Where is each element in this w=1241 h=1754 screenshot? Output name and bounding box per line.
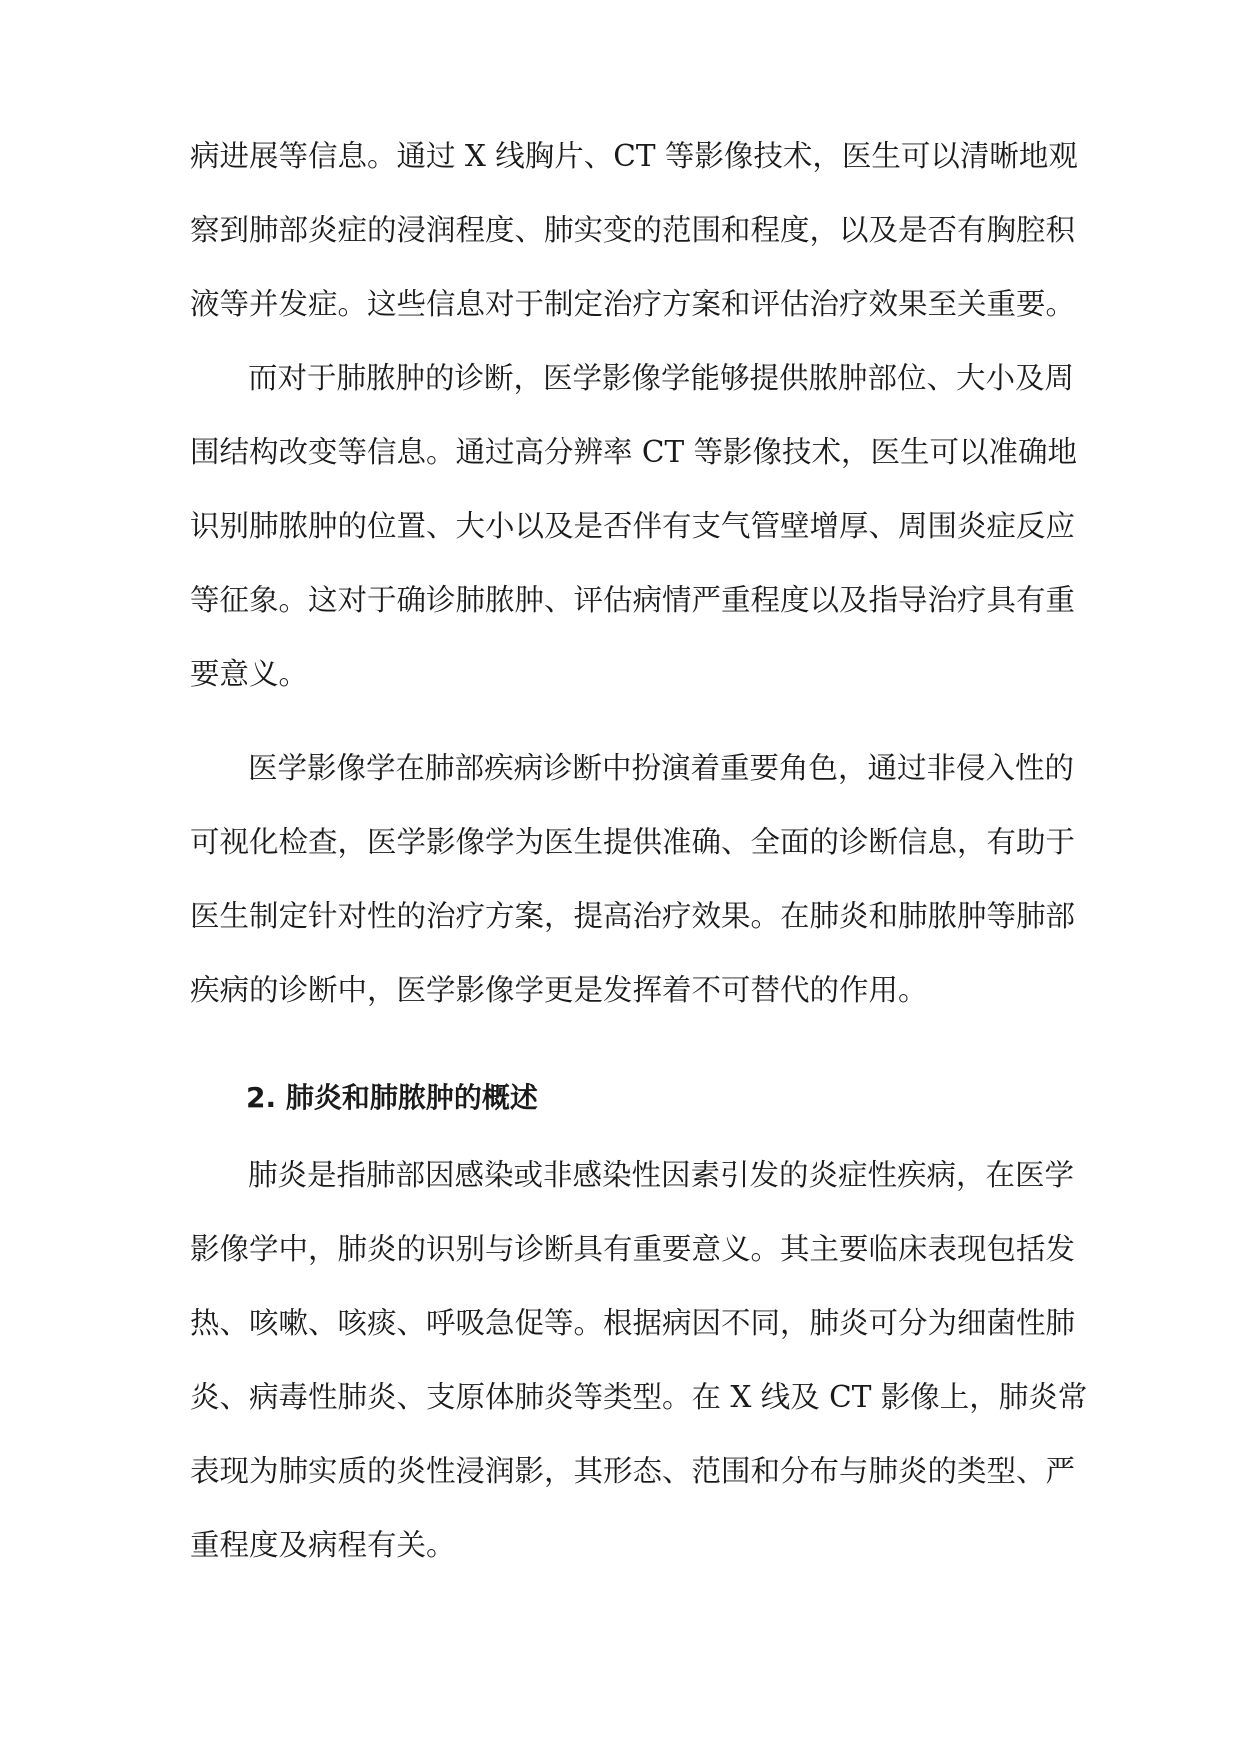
paragraph-2-line-2: 围结构改变等信息。通过高分辨率 CT 等影像技术，医生可以准确地 — [190, 435, 1078, 469]
paragraph-2-line-3: 识别肺脓肿的位置、大小以及是否伴有支气管壁增厚、周围炎症反应 — [190, 509, 1076, 543]
paragraph-2-line-4: 等征象。这对于确诊肺脓肿、评估病情严重程度以及指导治疗具有重 — [190, 583, 1076, 617]
paragraph-4-line-6: 重程度及病程有关。 — [190, 1528, 456, 1562]
paragraph-4-line-4: 炎、病毒性肺炎、支原体肺炎等类型。在 X 线及 CT 影像上，肺炎常 — [190, 1380, 1088, 1414]
paragraph-1-line-3: 液等并发症。这些信息对于制定治疗方案和评估治疗效果至关重要。 — [190, 287, 1076, 321]
paragraph-2-line-1: 而对于肺脓肿的诊断，医学影像学能够提供脓肿部位、大小及周 — [248, 361, 1075, 395]
section-heading: 2. 肺炎和肺脓肿的概述 — [246, 1081, 538, 1114]
paragraph-4-line-5: 表现为肺实质的炎性浸润影，其形态、范围和分布与肺炎的类型、严 — [190, 1454, 1076, 1488]
paragraph-3-line-3: 医生制定针对性的治疗方案，提高治疗效果。在肺炎和肺脓肿等肺部 — [190, 899, 1076, 933]
paragraph-4-line-2: 影像学中，肺炎的识别与诊断具有重要意义。其主要临床表现包括发 — [190, 1232, 1076, 1266]
paragraph-3-line-1: 医学影像学在肺部疾病诊断中扮演着重要角色，通过非侵入性的 — [248, 751, 1075, 785]
paragraph-4-line-3: 热、咳嗽、咳痰、呼吸急促等。根据病因不同，肺炎可分为细菌性肺 — [190, 1306, 1076, 1340]
paragraph-4-line-1: 肺炎是指肺部因感染或非感染性因素引发的炎症性疾病，在医学 — [248, 1158, 1075, 1192]
paragraph-1-line-2: 察到肺部炎症的浸润程度、肺实变的范围和程度，以及是否有胸腔积 — [190, 213, 1076, 247]
paragraph-3-line-4: 疾病的诊断中，医学影像学更是发挥着不可替代的作用。 — [190, 973, 928, 1007]
paragraph-3-line-2: 可视化检查，医学影像学为医生提供准确、全面的诊断信息，有助于 — [190, 825, 1076, 859]
paragraph-2-line-5: 要意义。 — [190, 657, 309, 691]
paragraph-1-line-1: 病进展等信息。通过 X 线胸片、CT 等影像技术，医生可以清晰地观 — [190, 139, 1078, 173]
